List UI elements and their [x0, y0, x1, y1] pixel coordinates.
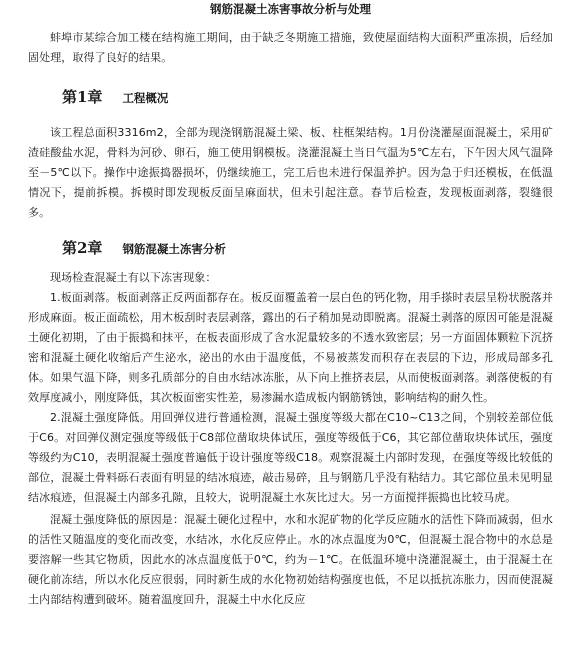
chapter-2-heading [62, 237, 553, 258]
chapter-2-item-1: 1.板面剥落。板面剥落正反两面都存在。板反面覆盖着一层白色的钙化物，用手搽时表层呈粉状脱落并形成麻面。板正面疏松，用木板刮时表层剥落，露出的石子稍加晃动即脱离。混凝土剥落的原因可能是混凝土硬化初期，了由于振捣和抹平，在板表面形成了含水泥量较多的不透水致密层；另一方面固体颗粒下沉挤密和混凝土硬化收缩后产生泌水，泌出的水由于温度低，不易被蒸发而积存在表层的下边，形成局部多孔体。如果气温下降，则多孔质部分的自由水结冰冻胀，从下向上推挤表层，从而使板面剥落。剥落使板的有效厚度减小，刚度降低，其次板面密实性差，易渗漏水造成板内钢筋锈蚀，影响结构的耐久性。 [28, 291, 553, 404]
chapter-1-name: 工程概况 [122, 91, 169, 105]
chapter-2-item-2: 2.混凝土强度降低。用回弹仪进行普通检测，混凝土强度等级大都在C10~C13之间，个别较差部位低于C6。对回弹仪测定强度等级低于C8部位凿取块体试压，强度等级低于C6，其它部位凿取块体试压，强度等级约为C10，表明混凝土强度普遍低于设计强度等级C18。观察混凝土内部时发现，在强度等级比较低的部位，混凝土骨料砾石表面有明显的结冰痕迹，敲击易碎，且与钢筋几乎没有粘结力。其它部位虽未见明显结冰痕迹，但混凝土内部多孔隙，且较大，说明混凝土水灰比过大。另一方面搅拌振捣也比较马虎。 [28, 411, 553, 504]
chapter-1-number: 第1章 [62, 88, 103, 106]
chapter-1-heading [62, 86, 553, 107]
intro-paragraph: 蚌埠市某综合加工楼在结构施工期间，由于缺乏冬期施工措施，致使屋面结构大面积严重冻损，后经加固处理，取得了良好的结果。 [28, 31, 553, 64]
chapter-1-paragraph: 该工程总面积3316m2，全部为现浇钢筋混凝土梁、板、柱框架结构。1月份浇灌屋面混凝土，采用矿渣硅酸盐水泥，骨料为河砂、卵石，施工使用钢模板。浇灌混凝土当日气温为5℃左右，下午因大风气温降至－5℃以下。操作中途振捣器损坏，仍继续施工，完工后也未进行保温养护。因为急于归还模板，在低温情况下，提前拆模。拆模时即发现板反面呈麻面状，但未引起注意。春节后检查，发现板面剥落，裂缝很多。 [28, 126, 553, 219]
document-title: 钢筋混凝土冻害事故分析与处理 [210, 2, 371, 16]
chapter-2-cause-paragraph: 混凝土强度降低的原因是：混凝土硬化过程中，水和水泥矿物的化学反应随水的活性下降而减弱，但水的活性又随温度的变化而改变，水结冰，水化反应停止。水的冰点温度为0℃，但混凝土混合物中的水总是要溶解一些其它物质，因此水的冰点温度低于0℃，约为－1℃。在低温环境中浇灌混凝土，由于混凝土在硬化前冻结，所以水化反应很弱，同时新生成的水化物初始结构强度也低，不足以抵抗冻胀力，因而使混凝土内部结构遭到破坏。随着温度回升，混凝土中水化反应 [28, 513, 553, 606]
chapter-2-name: 钢筋混凝土冻害分析 [122, 242, 226, 256]
chapter-2-number: 第2章 [62, 239, 103, 257]
chapter-2-lead: 现场检查混凝土有以下冻害现象： [50, 271, 217, 284]
